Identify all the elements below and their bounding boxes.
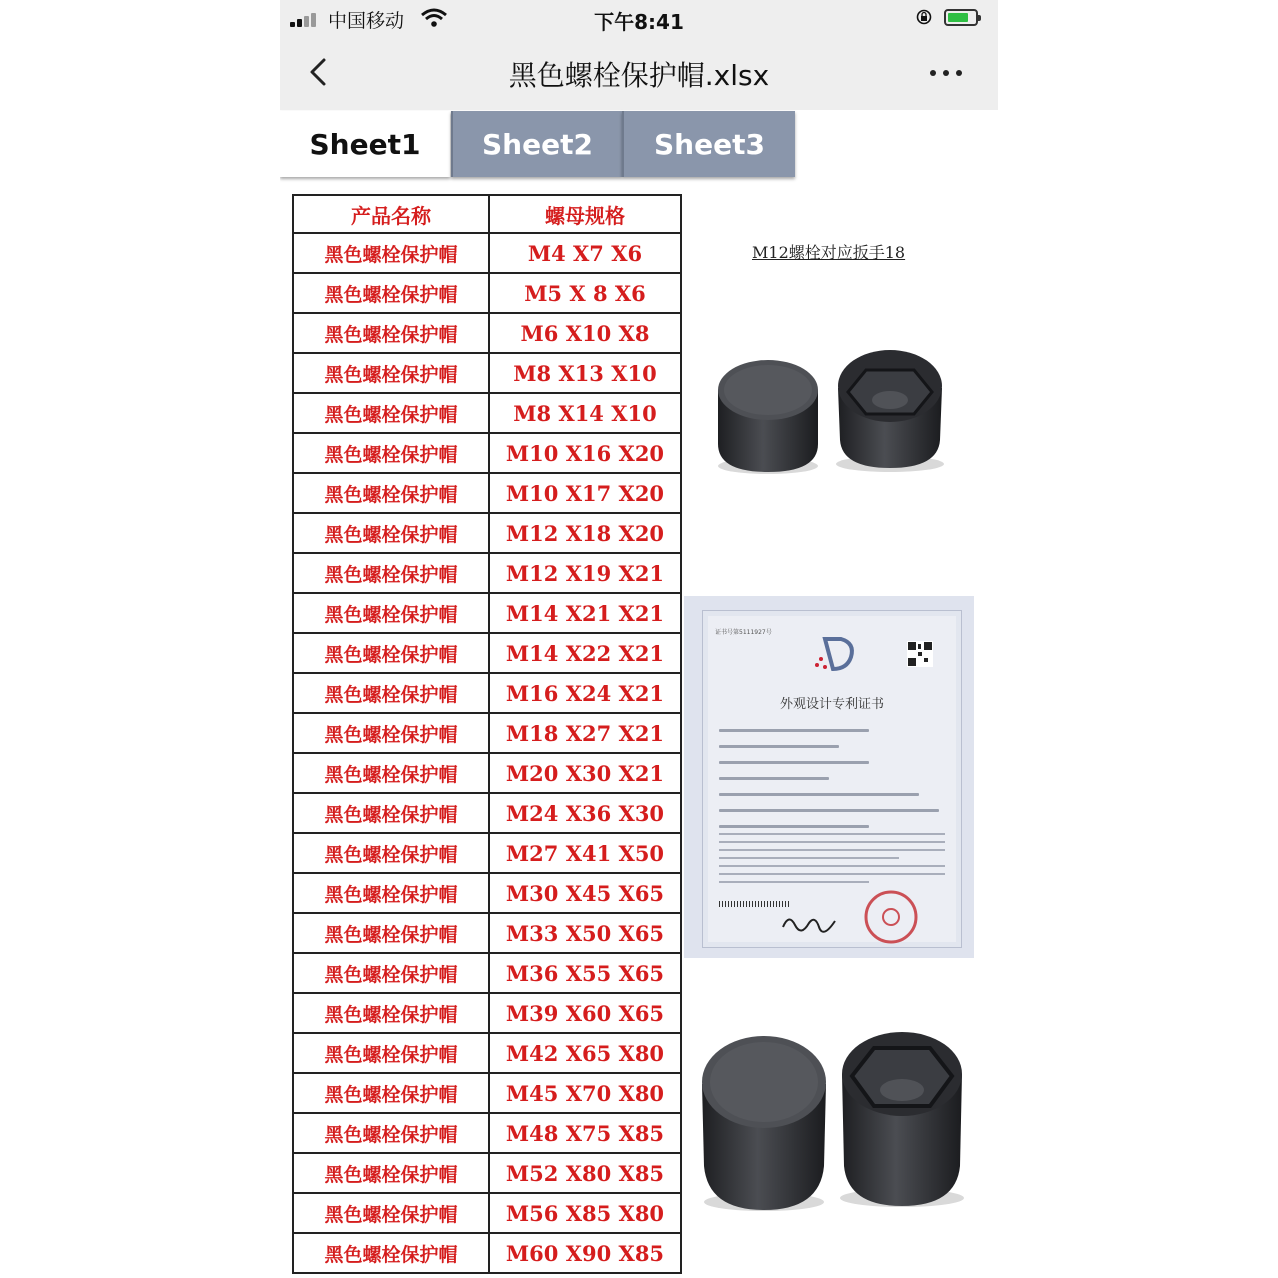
table-row [292, 754, 686, 794]
cell-product-name[interactable]: 黑色螺栓保护帽 [292, 554, 490, 594]
cell-nut-spec[interactable]: M56 X85 X80 [490, 1194, 682, 1234]
cell-product-name[interactable]: 黑色螺栓保护帽 [292, 1114, 490, 1154]
wrench-note-text: M12螺栓对应扳手18 [752, 243, 906, 262]
status-bar [280, 0, 998, 36]
cell-product-name[interactable]: 黑色螺栓保护帽 [292, 634, 490, 674]
table-row [292, 314, 686, 354]
qr-code-icon [907, 641, 933, 667]
table-row [292, 594, 686, 634]
table-row [292, 794, 686, 834]
cell-nut-spec[interactable]: M27 X41 X50 [490, 834, 682, 874]
table-row [292, 474, 686, 514]
clock-time: 下午8:41 [594, 10, 684, 34]
cell-nut-spec[interactable]: M10 X17 X20 [490, 474, 682, 514]
header-product-name[interactable]: 产品名称 [292, 194, 490, 234]
table-row [292, 874, 686, 914]
table-row [292, 714, 686, 754]
cell-nut-spec[interactable]: M48 X75 X85 [490, 1114, 682, 1154]
file-title: 黑色螺栓保护帽.xlsx [508, 59, 770, 92]
cell-nut-spec[interactable]: M4 X7 X6 [490, 234, 682, 274]
cell-nut-spec[interactable]: M8 X13 X10 [490, 354, 682, 394]
cell-nut-spec[interactable]: M6 X10 X8 [490, 314, 682, 354]
cell-product-name[interactable]: 黑色螺栓保护帽 [292, 994, 490, 1034]
table-header-row [292, 194, 686, 234]
sheet-tabs [280, 111, 998, 179]
table-row [292, 1074, 686, 1114]
table-row [292, 1114, 686, 1154]
more-options-icon[interactable] [926, 56, 966, 86]
table-row [292, 914, 686, 954]
cell-nut-spec[interactable]: M30 X45 X65 [490, 874, 682, 914]
table-row [292, 954, 686, 994]
table-row [292, 234, 686, 274]
cell-nut-spec[interactable]: M10 X16 X20 [490, 434, 682, 474]
cell-nut-spec[interactable]: M36 X55 X65 [490, 954, 682, 994]
patent-office-logo-icon [811, 635, 861, 675]
cell-nut-spec[interactable]: M60 X90 X85 [490, 1234, 682, 1274]
spreadsheet-table [292, 194, 686, 1274]
table-row [292, 354, 686, 394]
cell-nut-spec[interactable]: M14 X21 X21 [490, 594, 682, 634]
cell-product-name[interactable]: 黑色螺栓保护帽 [292, 954, 490, 994]
cell-nut-spec[interactable]: M8 X14 X10 [490, 394, 682, 434]
cell-nut-spec[interactable]: M45 X70 X80 [490, 1074, 682, 1114]
cell-nut-spec[interactable]: M20 X30 X21 [490, 754, 682, 794]
cell-product-name[interactable]: 黑色螺栓保护帽 [292, 914, 490, 954]
red-seal-stamp [863, 889, 919, 945]
header-nut-spec[interactable]: 螺母规格 [490, 194, 682, 234]
cell-nut-spec[interactable]: M12 X18 X20 [490, 514, 682, 554]
protective-cap-photo-small [706, 340, 946, 480]
tab-sheet1[interactable]: Sheet1 [280, 111, 450, 177]
table-row [292, 994, 686, 1034]
table-row [292, 554, 686, 594]
patent-certificate-photo: 证书号第5111927号 外观设计专利证书 [684, 596, 974, 958]
cell-product-name[interactable]: 黑色螺栓保护帽 [292, 234, 490, 274]
cell-nut-spec[interactable]: M24 X36 X30 [490, 794, 682, 834]
cell-product-name[interactable]: 黑色螺栓保护帽 [292, 754, 490, 794]
cell-nut-spec[interactable]: M12 X19 X21 [490, 554, 682, 594]
certificate-title: 外观设计专利证书 [779, 697, 884, 712]
battery-icon [944, 9, 978, 26]
cell-product-name[interactable]: 黑色螺栓保护帽 [292, 1154, 490, 1194]
cell-product-name[interactable]: 黑色螺栓保护帽 [292, 394, 490, 434]
table-row [292, 634, 686, 674]
cell-product-name[interactable]: 黑色螺栓保护帽 [292, 794, 490, 834]
table-row [292, 1154, 686, 1194]
cell-nut-spec[interactable]: M18 X27 X21 [490, 714, 682, 754]
cell-nut-spec[interactable]: M39 X60 X65 [490, 994, 682, 1034]
table-row [292, 834, 686, 874]
table-row [292, 1034, 686, 1074]
cell-nut-spec[interactable]: M33 X50 X65 [490, 914, 682, 954]
table-row [292, 674, 686, 714]
cell-product-name[interactable]: 黑色螺栓保护帽 [292, 1074, 490, 1114]
table-row [292, 1194, 686, 1234]
cell-nut-spec[interactable]: M14 X22 X21 [490, 634, 682, 674]
cell-product-name[interactable]: 黑色螺栓保护帽 [292, 1034, 490, 1074]
cell-nut-spec[interactable]: M52 X80 X85 [490, 1154, 682, 1194]
cell-product-name[interactable]: 黑色螺栓保护帽 [292, 874, 490, 914]
protective-cap-photo-large [694, 1026, 974, 1216]
cell-product-name[interactable]: 黑色螺栓保护帽 [292, 594, 490, 634]
table-row [292, 394, 686, 434]
table-row [292, 274, 686, 314]
carrier-name: 中国移动 [328, 10, 405, 32]
cell-product-name[interactable]: 黑色螺栓保护帽 [292, 314, 490, 354]
cell-product-name[interactable]: 黑色螺栓保护帽 [292, 1234, 490, 1274]
cell-product-name[interactable]: 黑色螺栓保护帽 [292, 514, 490, 554]
cell-product-name[interactable]: 黑色螺栓保护帽 [292, 1194, 490, 1234]
table-row [292, 514, 686, 554]
tab-sheet3[interactable]: Sheet3 [622, 111, 795, 177]
cell-nut-spec[interactable]: M16 X24 X21 [490, 674, 682, 714]
cell-nut-spec[interactable]: M42 X65 X80 [490, 1034, 682, 1074]
cell-product-name[interactable]: 黑色螺栓保护帽 [292, 834, 490, 874]
cell-product-name[interactable]: 黑色螺栓保护帽 [292, 674, 490, 714]
cell-product-name[interactable]: 黑色螺栓保护帽 [292, 474, 490, 514]
nav-bar [280, 36, 998, 110]
table-row [292, 1234, 686, 1274]
cell-product-name[interactable]: 黑色螺栓保护帽 [292, 714, 490, 754]
cell-product-name[interactable]: 黑色螺栓保护帽 [292, 354, 490, 394]
table-row [292, 434, 686, 474]
phone-screen [280, 0, 998, 1278]
cell-product-name[interactable]: 黑色螺栓保护帽 [292, 434, 490, 474]
cell-nut-spec[interactable]: M5 X 8 X6 [490, 274, 682, 314]
rotation-lock-icon [916, 9, 932, 25]
tab-sheet2[interactable]: Sheet2 [451, 111, 622, 177]
cell-product-name[interactable]: 黑色螺栓保护帽 [292, 274, 490, 314]
signature-mark [779, 911, 839, 935]
